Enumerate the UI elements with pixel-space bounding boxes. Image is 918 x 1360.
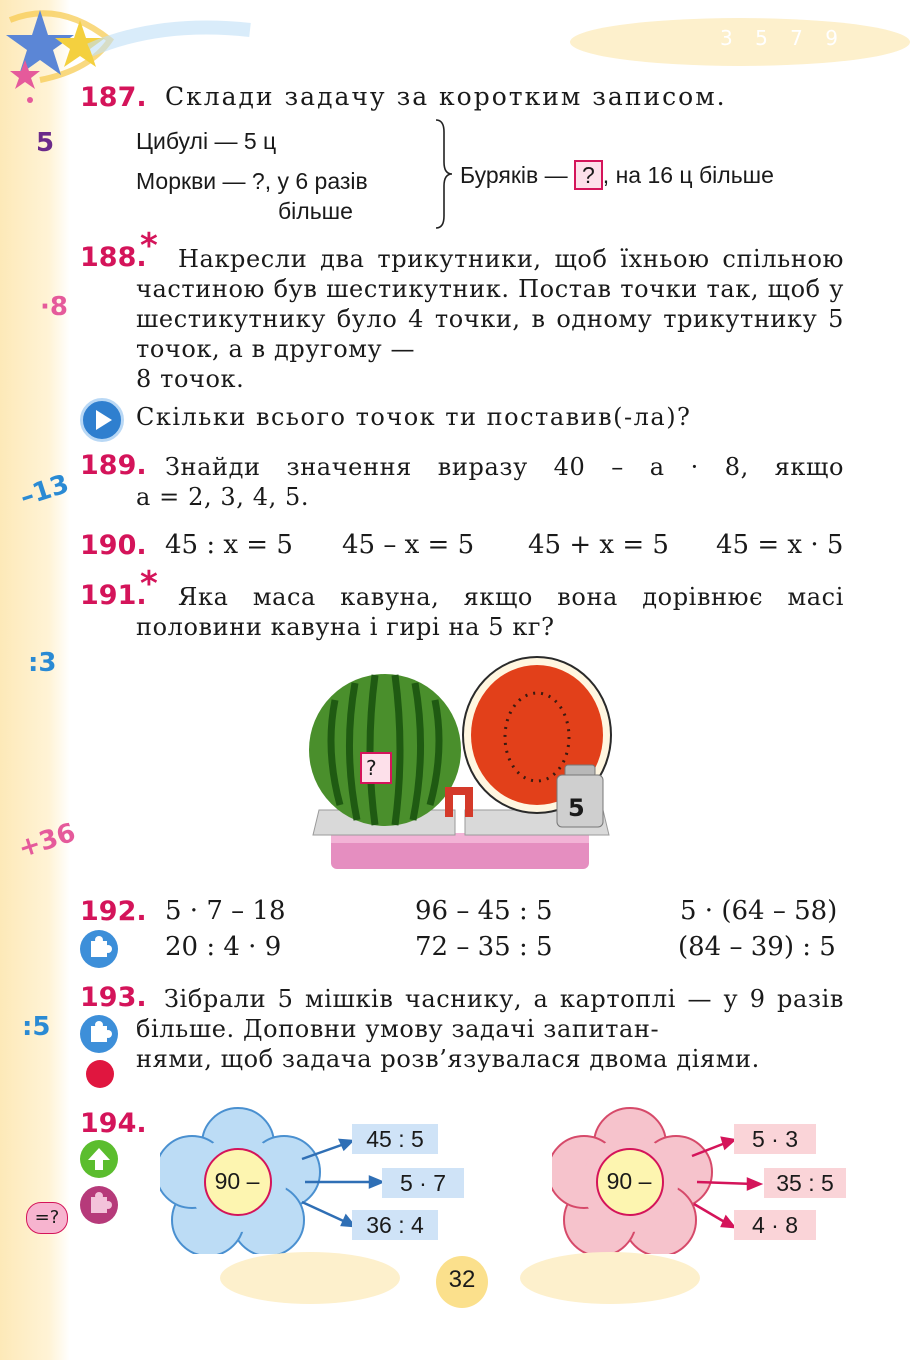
header-numbers: 3 5 7 9 [720, 26, 846, 50]
unknown-mass-label: ? [366, 756, 377, 780]
task-text: Склади задачу за коротким записом. [165, 82, 727, 111]
short-record-result: Буряків — ? , на 16 ц більше [460, 162, 774, 188]
equation: 45 + x = 5 [528, 530, 669, 560]
margin-mark: :3 [28, 648, 57, 678]
target-expression: 5 · 7 [382, 1168, 464, 1198]
flower-center: 90 – [606, 1168, 652, 1194]
question-text: Скільки всього точок ти поставив(-ла)? [136, 403, 692, 431]
weight-label: 5 [568, 794, 585, 822]
task-text: Яка маса кавуна, якщо вона дорівнює масі [178, 583, 844, 611]
task-number: 191. [80, 580, 147, 611]
curly-brace [432, 118, 456, 230]
expression: 5 · 7 – 18 [165, 896, 286, 926]
page-number: 32 [448, 1266, 476, 1293]
equation: 45 – x = 5 [342, 530, 475, 560]
target-expression: 5 · 3 [734, 1124, 816, 1154]
task-text: a = 2, 3, 4, 5. [136, 483, 310, 511]
task-text: 8 точок. [136, 365, 245, 393]
task-number: 194. [80, 1108, 147, 1139]
task-number: 188. [80, 242, 147, 273]
arrow-up-icon [80, 1140, 118, 1178]
task-number: 189. [80, 450, 147, 481]
target-expression: 35 : 5 [764, 1168, 846, 1198]
task-text: Знайди значення виразу 40 – a · 8, якщо [165, 453, 844, 481]
task-text: половини кавуна і гирі на 5 кг? [136, 613, 555, 641]
target-expression: 45 : 5 [352, 1124, 438, 1154]
expression: 20 : 4 · 9 [165, 932, 282, 962]
red-dot-icon [86, 1060, 114, 1088]
task-text: Накресли два трикутники, щоб їхньою спільною частиною був шестикутник. Постав точки так, щоб у шестикутнику було 4 точки, в одному трикутнику 5 точок, а в другому — [136, 245, 844, 363]
short-record-line: Цибулі — 5 ц [136, 128, 277, 154]
puzzle-icon [80, 930, 118, 968]
short-record-line: Моркви — ?, у 6 разів [136, 168, 368, 194]
task-text: Зібрали 5 мішків часнику, а картоплі — у 9 разів більше. Доповни умову задачі запитан- [136, 985, 844, 1043]
expression: 72 – 35 : 5 [415, 932, 553, 962]
expression: 5 · (64 – 58) [680, 896, 838, 926]
margin-mark: ·8 [40, 292, 68, 322]
target-expression: 4 · 8 [734, 1210, 816, 1240]
short-record-line: більше [278, 198, 353, 224]
target-expression: 36 : 4 [352, 1210, 438, 1240]
margin-mark: –13 [16, 469, 73, 513]
task-number: 192. [80, 896, 147, 927]
margin-mark: 5 [36, 128, 55, 158]
star-mark: * [140, 226, 158, 266]
equation: 45 : x = 5 [165, 530, 293, 560]
expression: 96 – 45 : 5 [415, 896, 553, 926]
scale-illustration [305, 655, 625, 875]
task-text: нями, щоб задача розв’язувалася двома діями. [136, 1045, 760, 1073]
puzzle-icon [80, 1015, 118, 1053]
play-icon [80, 398, 124, 442]
task-number: 187. [80, 82, 147, 113]
check-badge: =? [26, 1202, 68, 1234]
margin-decoration [0, 0, 70, 1360]
flower-center: 90 – [214, 1168, 260, 1194]
task-number: 190. [80, 530, 147, 561]
unknown-box: ? [574, 160, 603, 190]
task-number: 193. [80, 982, 147, 1013]
puzzle-icon [80, 1186, 118, 1224]
expression: (84 – 39) : 5 [678, 932, 836, 962]
equation: 45 = x · 5 [716, 530, 844, 560]
margin-mark: +36 [14, 817, 80, 865]
star-mark: * [140, 564, 158, 604]
margin-mark: :5 [22, 1012, 51, 1042]
